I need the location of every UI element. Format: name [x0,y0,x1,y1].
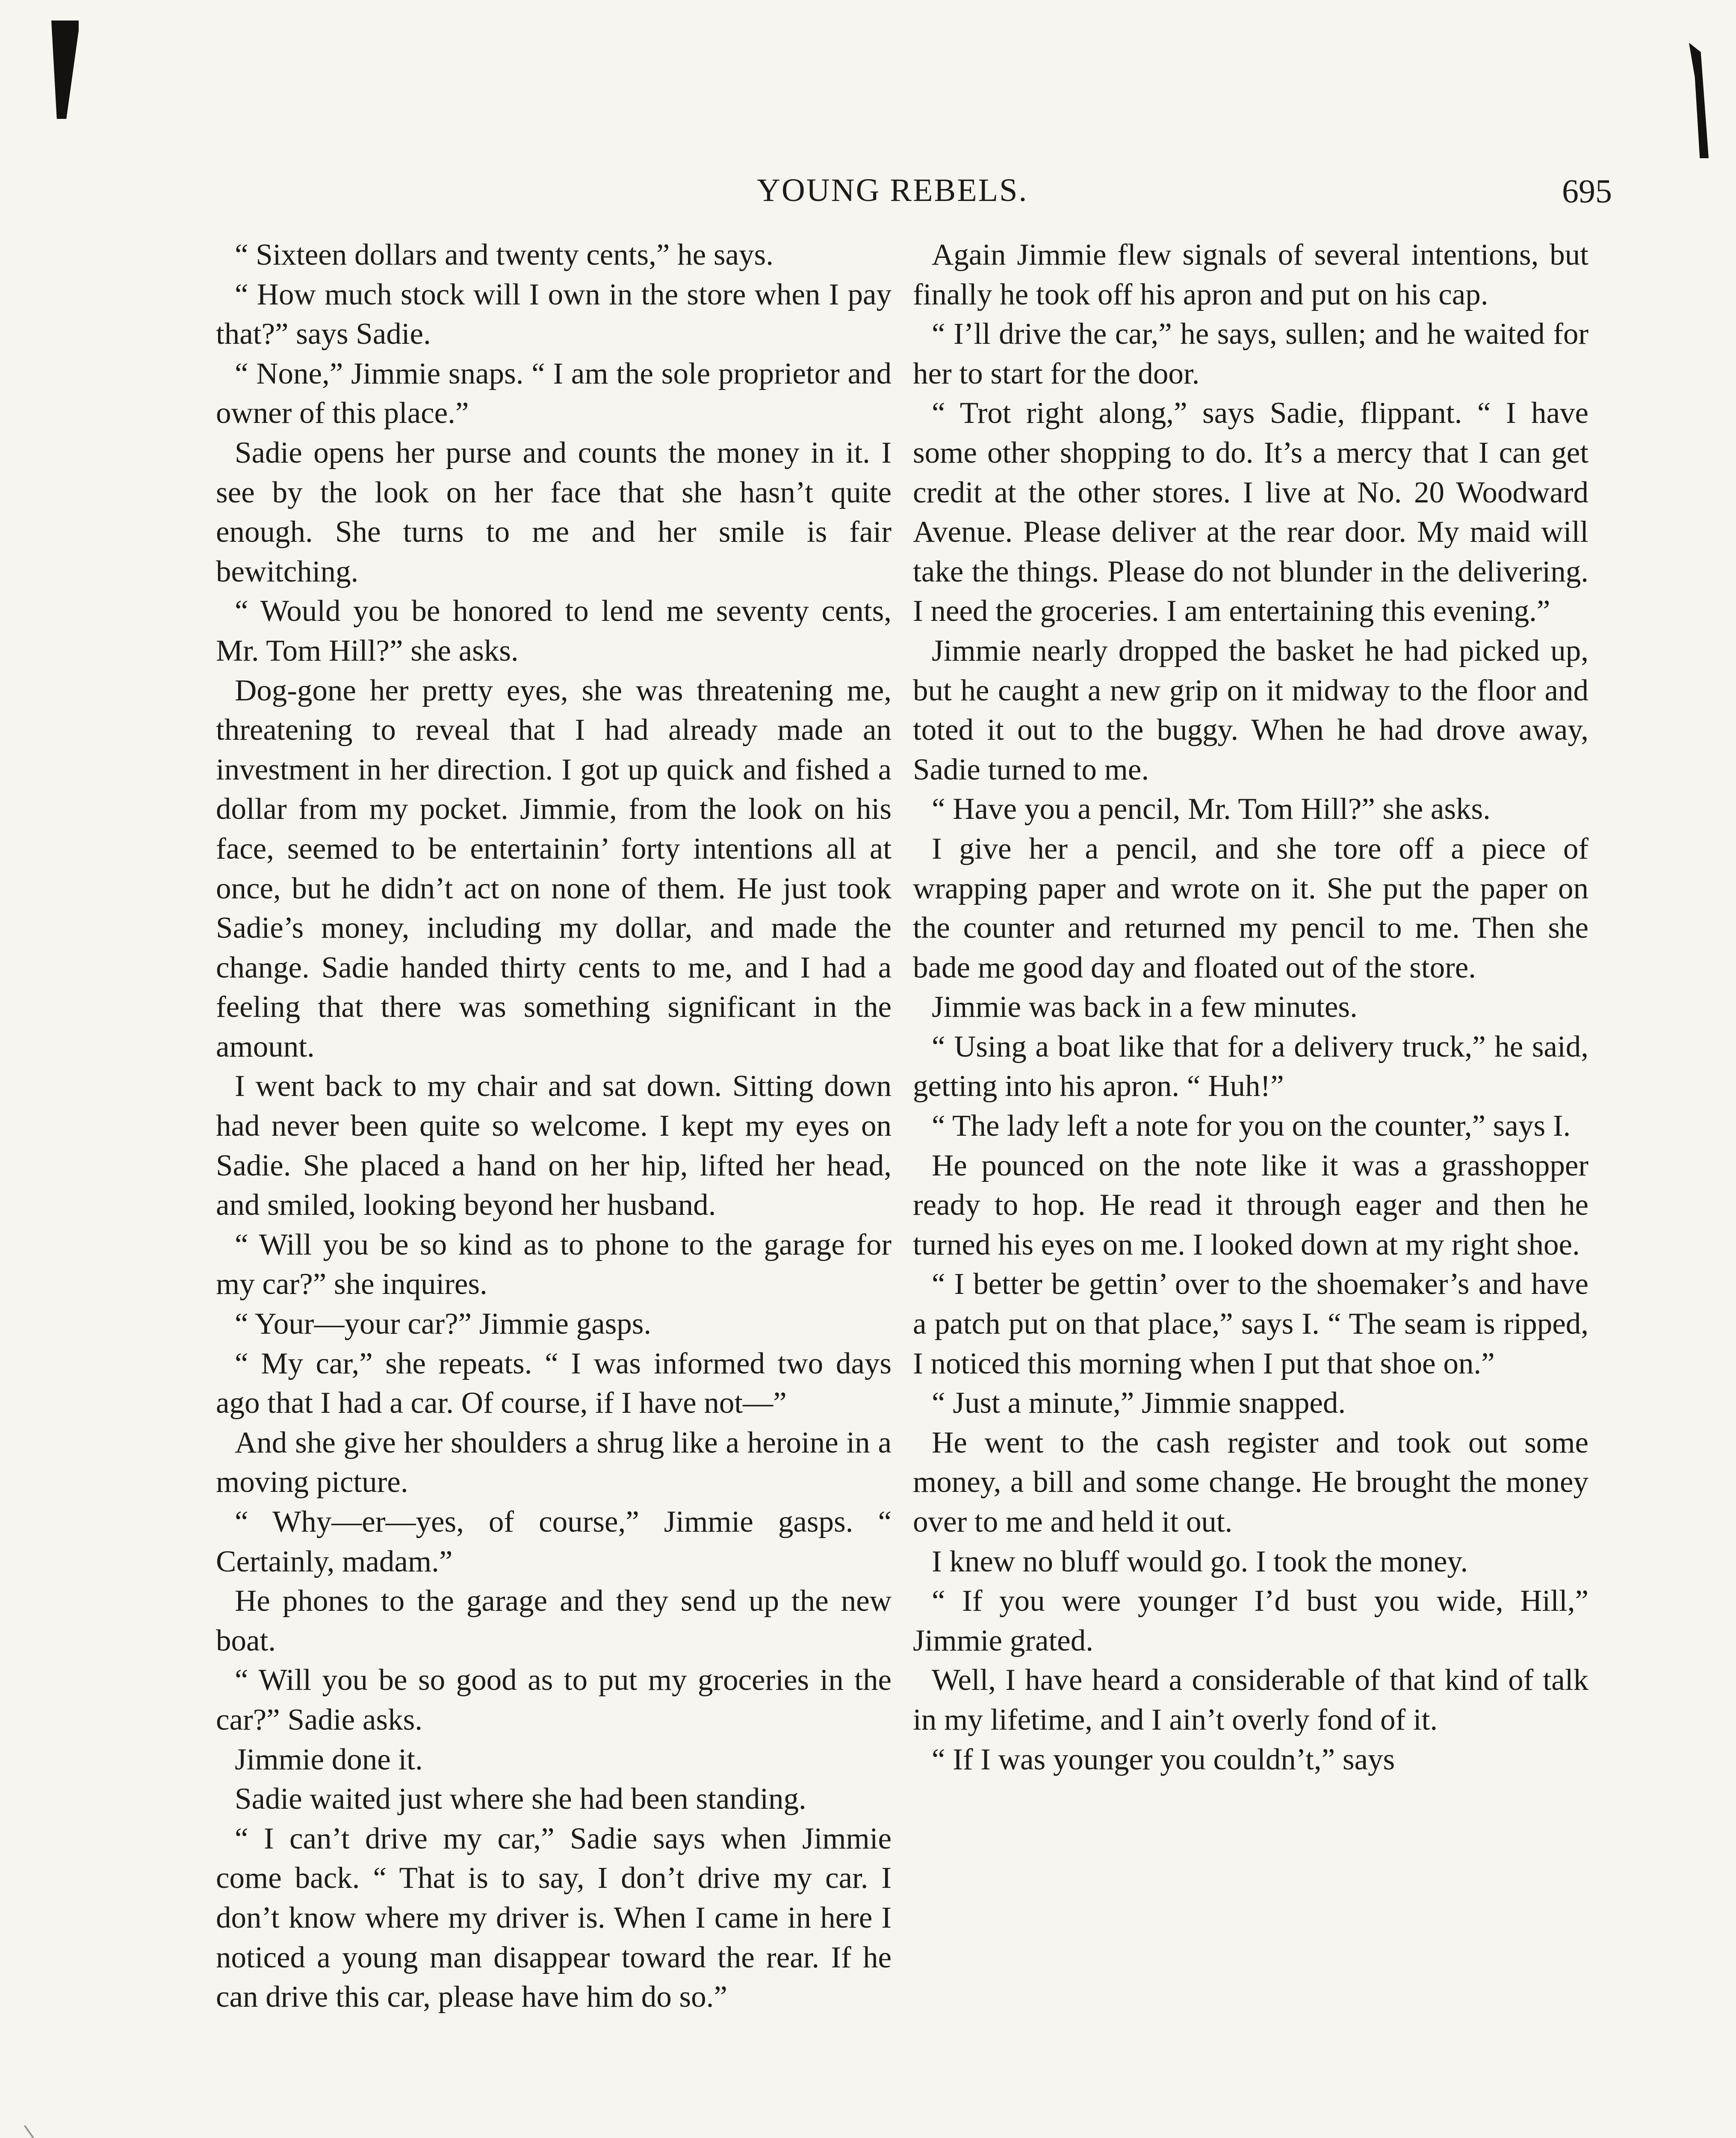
paragraph: “ Why—er—yes, of course,” Jimmie gasps. “ Certainly, madam.” [216,1505,892,1578]
paragraph: “ If I was younger you couldn’t,” says [932,1742,1395,1776]
paragraph: “ If you were younger I’d bust you wide, Hill,” Jimmie grated. [913,1584,1588,1657]
paragraph: Jimmie nearly dropped the basket he had picked up, but he caught a new grip on it midway to the floor and toted it out to the buggy. When he had drove away, Sadie turned to me. [913,634,1588,786]
paragraph: And she give her shoulders a shrug like a heroine in a moving picture. [216,1426,892,1499]
paragraph: Dog-gone her pretty eyes, she was threatening me, threatening to reveal that I had already made an investment in her direction. I got up quick and fished a dollar from my pocket. Jimmie, from the look on his face, seemed to be entertainin’ forty intentions all at once, but he didn’t act on none of them. He just took Sadie’s money, including my dollar, and made the change. Sadie handed thirty cents to me, and I had a feeling that there was something significant in the amount. [216,673,892,1063]
paragraph: “ My car,” she repeats. “ I was informed two days ago that I had a car. Of course, if I have not—” [216,1347,892,1420]
paragraph: Sadie opens her purse and counts the money in it. I see by the look on her face that she hasn’t quite enough. She turns to me and her smile is fair bewitching. [216,436,892,588]
scan-mark [24,2125,55,2138]
paragraph: Again Jimmie flew signals of several intentions, but finally he took off his apron and put on his cap. [913,238,1588,311]
paragraph: I knew no bluff would go. I took the money. [932,1544,1468,1578]
paragraph: “ How much stock will I own in the store when I pay that?” says Sadie. [216,278,892,351]
paragraph: “ The lady left a note for you on the counter,” says I. [932,1109,1571,1143]
paragraph: “ I can’t drive my car,” Sadie says when Jimmie come back. “ That is to say, I don’t drive my car. I don’t know where my driver is. When I came in here I noticed a young man disappear toward the rear. If he can drive this car, please have him do so.” [216,1822,892,2014]
left-column [216,235,892,2017]
paragraph: He pounced on the note like it was a grasshopper ready to hop. He read it through eager and then he turned his eyes on me. I looked down at my right shoe. [913,1149,1588,1261]
paragraph: “ Will you be so good as to put my groceries in the car?” Sadie asks. [216,1663,892,1736]
paragraph: “ Have you a pencil, Mr. Tom Hill?” she asks. [932,792,1491,826]
paragraph: Well, I have heard a considerable of that kind of talk in my lifetime, and I ain’t overly fond of it. [913,1663,1588,1736]
paragraph: “ Sixteen dollars and twenty cents,” he says. [235,238,774,272]
paragraph: “ Will you be so kind as to phone to the garage for my car?” she inquires. [216,1228,892,1301]
paragraph: “ Just a minute,” Jimmie snapped. [932,1386,1346,1420]
right-column [913,235,1588,1779]
paragraph: “ Would you be honored to lend me seventy cents, Mr. Tom Hill?” she asks. [216,594,892,667]
paragraph: “ Trot right along,” says Sadie, flippant. “ I have some other shopping to do. It’s a mercy that I can get credit at the other stores. I live at No. 20 Woodward Avenue. Please deliver at the rear door. My maid will take the things. Please do not blunder in the delivering. I need the groceries. I am entertaining this evening.” [913,396,1588,628]
crop-mark-top-right [1689,43,1709,158]
paragraph: “ None,” Jimmie snaps. “ I am the sole proprietor and owner of this place.” [216,357,892,430]
paragraph: I give her a pencil, and she tore off a piece of wrapping paper and wrote on it. She put the paper on the counter and returned my pencil to me. Then she bade me good day and floated out of the store. [913,832,1588,984]
paragraph: “ Your—your car?” Jimmie gasps. [235,1307,652,1341]
running-head: YOUNG REBELS. [757,172,1028,208]
paragraph: “ I’ll drive the car,” he says, sullen; and he waited for her to start for the door. [913,317,1588,390]
page-number: 695 [1562,172,1612,210]
crop-mark-top-left [51,21,79,119]
paragraph: “ I better be gettin’ over to the shoemaker’s and have a patch put on that place,” says I. “ The seam is ripped, I noticed this morning when I put that shoe on.” [913,1267,1588,1380]
paragraph: Jimmie was back in a few minutes. [932,990,1358,1024]
paragraph: Jimmie done it. [235,1742,423,1776]
paragraph: He went to the cash register and took out some money, a bill and some change. He brought the money over to me and held it out. [913,1426,1588,1539]
paragraph: I went back to my chair and sat down. Sitting down had never been quite so welcome. I kept my eyes on Sadie. She placed a hand on her hip, lifted her head, and smiled, looking beyond her husband. [216,1069,892,1222]
paragraph: Sadie waited just where she had been standing. [235,1782,806,1816]
paragraph: “ Using a boat like that for a delivery truck,” he said, getting into his apron. “ Huh!” [913,1030,1588,1103]
paragraph: He phones to the garage and they send up the new boat. [216,1584,892,1657]
